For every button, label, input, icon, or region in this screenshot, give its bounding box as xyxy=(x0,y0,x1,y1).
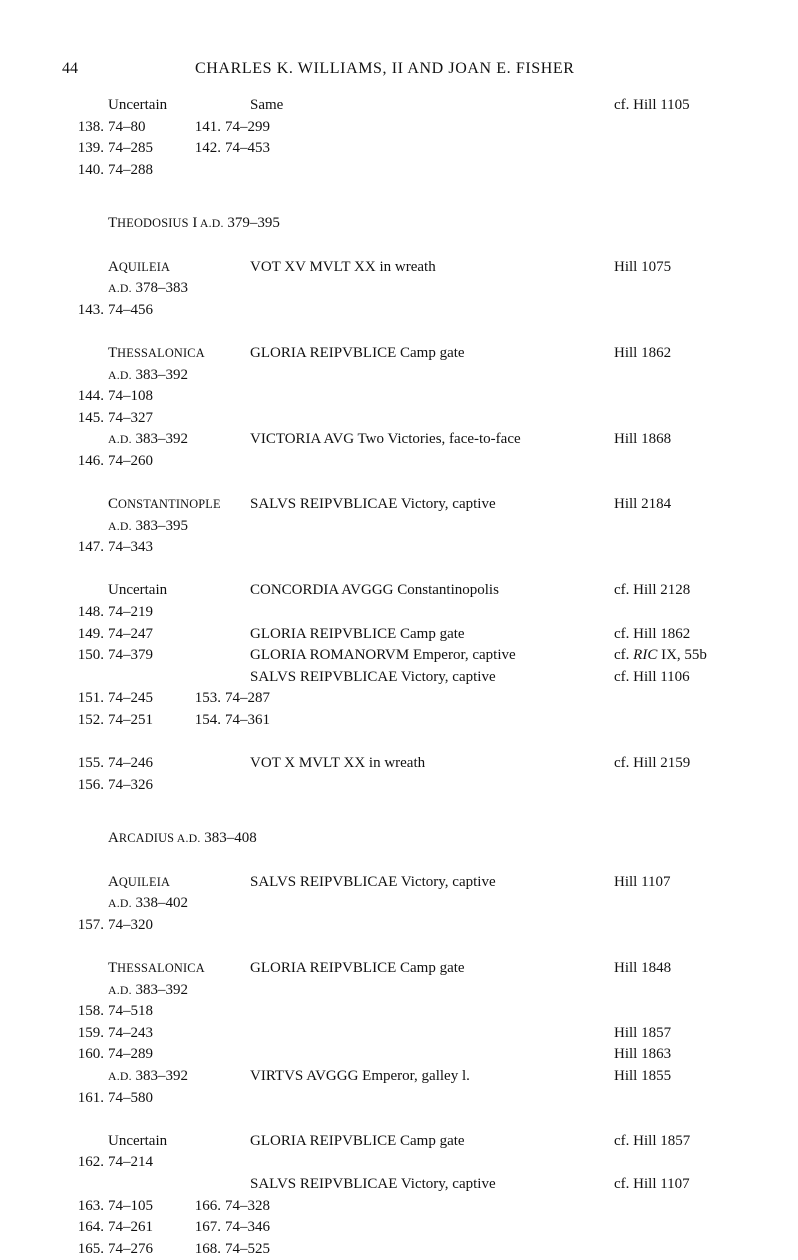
catalogue-row xyxy=(62,257,742,279)
entry-number: 163. xyxy=(77,1197,104,1214)
entry-number-second: 142. xyxy=(194,140,221,157)
entry-number: 146. xyxy=(77,452,104,469)
mint-label xyxy=(108,257,170,279)
entry-id-second: 74–299 xyxy=(225,118,270,135)
reference-text: Hill 1857 xyxy=(614,1024,672,1041)
reference-text: cf. Hill 2128 xyxy=(614,582,691,599)
mint-label xyxy=(108,343,205,365)
reference-text: Hill 1075 xyxy=(614,258,672,275)
entry-id: 74–518 xyxy=(108,1003,153,1020)
row-spacer xyxy=(62,936,742,958)
entry-id: 74–245 xyxy=(108,690,153,707)
legend-text: SALVS REIPVBLICAE Victory, captive xyxy=(250,1175,496,1192)
date-line xyxy=(108,365,188,387)
catalogue-row xyxy=(62,1131,742,1153)
ad-label: A.D. xyxy=(174,831,201,846)
date-line xyxy=(108,516,188,538)
ad-label: A.D. xyxy=(108,1068,132,1083)
entry-id: 74–327 xyxy=(108,409,153,426)
entry-number: 138. xyxy=(77,118,104,135)
ruler-name-initial: T xyxy=(108,215,118,232)
mint-initial: C xyxy=(108,496,119,513)
entry-id: 74–246 xyxy=(108,755,153,772)
entry-number: 148. xyxy=(77,604,104,621)
catalogue-row xyxy=(62,688,742,710)
entry-id: 74–80 xyxy=(108,118,146,135)
entry-id: 74–219 xyxy=(108,604,153,621)
legend-text: VOT X MVLT XX in wreath xyxy=(250,755,426,772)
entry-number: 150. xyxy=(77,647,104,664)
mint-initial: T xyxy=(108,344,118,361)
ruler-heading xyxy=(108,828,257,850)
entry-id: 74–343 xyxy=(108,539,153,556)
catalogue-row xyxy=(62,516,742,538)
legend-text: CONCORDIA AVGGG Constantinopolis xyxy=(250,582,499,599)
legend-text: Same xyxy=(250,97,284,113)
date-range: 383–395 xyxy=(131,517,188,534)
entry-number: 151. xyxy=(77,690,104,707)
entry-id-second: 74–361 xyxy=(225,712,270,729)
entry-id-second: 74–525 xyxy=(225,1240,270,1257)
entry-number-second: 166. xyxy=(194,1197,221,1214)
entry-number: 158. xyxy=(77,1003,104,1020)
entry-id: 74–243 xyxy=(108,1024,153,1041)
entry-id: 74–108 xyxy=(108,388,153,405)
mint-label xyxy=(108,494,221,516)
row-spacer xyxy=(62,1109,742,1131)
catalogue-row xyxy=(62,1001,742,1023)
entry-id: 74–261 xyxy=(108,1219,153,1236)
date-range: 378–383 xyxy=(131,280,188,297)
catalogue-row xyxy=(62,1023,742,1045)
entry-number: 139. xyxy=(77,140,104,157)
reference-text: cf. RIC IX, 55b xyxy=(614,647,707,664)
entry-id: 74–285 xyxy=(108,140,153,157)
reference-text: Hill 1855 xyxy=(614,1067,672,1084)
entry-id: 74–247 xyxy=(108,625,153,642)
entry-number: 162. xyxy=(77,1154,104,1171)
ruler-name-initial: A xyxy=(108,830,119,847)
entry-number: 156. xyxy=(77,776,104,793)
catalogue-row xyxy=(62,580,742,602)
entry-id: 74–214 xyxy=(108,1154,153,1171)
legend-text: GLORIA REIPVBLICE Camp gate xyxy=(250,1132,465,1149)
catalogue-row xyxy=(62,1152,742,1174)
catalogue-row xyxy=(62,602,742,624)
catalogue-row xyxy=(62,667,742,689)
entry-number: 157. xyxy=(77,916,104,933)
catalogue-row xyxy=(62,872,742,894)
catalogue-row xyxy=(62,95,742,117)
legend-text: VICTORIA AVG Two Victories, face-to-face xyxy=(250,431,521,448)
legend-text: VOT XV MVLT XX in wreath xyxy=(250,258,436,275)
row-spacer xyxy=(62,473,742,495)
entry-number: 145. xyxy=(77,409,104,426)
mint-label xyxy=(108,872,170,894)
running-title: CHARLES K. WILLIAMS, II AND JOAN E. FISHER xyxy=(195,60,575,77)
legend-text: SALVS REIPVBLICAE Victory, captive xyxy=(250,873,496,890)
legend-text: SALVS REIPVBLICAE Victory, captive xyxy=(250,496,496,513)
entry-number: 152. xyxy=(77,712,104,729)
date-range: 383–392 xyxy=(131,981,188,998)
catalogue-row xyxy=(62,343,742,365)
section-gap xyxy=(62,181,742,213)
entry-id: 74–580 xyxy=(108,1089,153,1106)
mint-rest: HESSALONICA xyxy=(117,960,205,975)
legend-text: SALVS REIPVBLICAE Victory, captive xyxy=(250,668,496,685)
row-spacer xyxy=(62,235,742,257)
catalogue-row xyxy=(62,1044,742,1066)
ad-label: A.D. xyxy=(108,281,132,296)
catalogue-row xyxy=(62,138,742,160)
entry-number: 140. xyxy=(77,161,104,178)
ruler-heading xyxy=(108,213,280,235)
reference-text: cf. Hill 1106 xyxy=(614,668,690,685)
ruler-dates: 379–395 xyxy=(223,215,280,232)
mint-initial: A xyxy=(108,873,119,890)
date-range: 383–392 xyxy=(131,431,188,448)
ad-label: A.D. xyxy=(108,367,132,382)
date-line xyxy=(108,1066,188,1088)
catalogue-row xyxy=(62,710,742,732)
mint-rest: QUILEIA xyxy=(118,259,171,274)
entry-number: 144. xyxy=(77,388,104,405)
catalogue-row xyxy=(62,160,742,182)
catalogue-row xyxy=(62,117,742,139)
reference-text: Hill 1848 xyxy=(614,959,672,976)
entry-id: 74–320 xyxy=(108,916,153,933)
catalogue-row xyxy=(62,828,742,850)
entry-id: 74–276 xyxy=(108,1240,153,1257)
ad-label: A.D. xyxy=(108,518,132,533)
reference-text: cf. Hill 2159 xyxy=(614,755,691,772)
catalogue-row xyxy=(62,775,742,797)
date-range: 338–402 xyxy=(131,895,188,912)
entry-id: 74–260 xyxy=(108,452,153,469)
entry-id: 74–456 xyxy=(108,301,153,318)
mint-label: Uncertain xyxy=(108,582,168,599)
mint-label: Uncertain xyxy=(108,97,168,113)
entry-number: 143. xyxy=(77,301,104,318)
catalogue-body xyxy=(62,95,742,1260)
row-spacer xyxy=(62,732,742,754)
catalogue-row xyxy=(62,1196,742,1218)
catalogue-row xyxy=(62,537,742,559)
entry-number-second: 141. xyxy=(194,118,221,135)
date-line xyxy=(108,278,188,300)
catalogue-row xyxy=(62,980,742,1002)
date-line xyxy=(108,893,188,915)
reference-text: cf. Hill 1862 xyxy=(614,625,691,642)
entry-id: 74–105 xyxy=(108,1197,153,1214)
entry-number: 164. xyxy=(77,1219,104,1236)
legend-text: VIRTVS AVGGG Emperor, galley l. xyxy=(250,1067,470,1084)
reference-text: Hill 1107 xyxy=(614,873,671,890)
catalogue-row xyxy=(62,1174,742,1196)
reference-text: cf. Hill 1107 xyxy=(614,1175,690,1192)
ad-label: A.D. xyxy=(108,982,132,997)
catalogue-row xyxy=(62,300,742,322)
reference-text: cf. Hill 1105 xyxy=(614,97,690,113)
mint-label: Uncertain xyxy=(108,1132,168,1149)
catalogue-row xyxy=(62,451,742,473)
entry-number: 147. xyxy=(77,539,104,556)
ruler-name-rest: HEODOSIUS xyxy=(117,216,189,231)
reference-text: Hill 1862 xyxy=(614,344,672,361)
catalogue-row xyxy=(62,645,742,667)
catalogue-row xyxy=(62,278,742,300)
section-gap xyxy=(62,796,742,828)
catalogue-row xyxy=(62,958,742,980)
entry-id: 74–288 xyxy=(108,161,153,178)
entry-id-second: 74–346 xyxy=(225,1219,270,1236)
catalogue-row xyxy=(62,1088,742,1110)
entry-id-second: 74–287 xyxy=(225,690,270,707)
catalogue-row xyxy=(62,408,742,430)
legend-text: GLORIA REIPVBLICE Camp gate xyxy=(250,959,465,976)
ruler-dates: 383–408 xyxy=(200,830,257,847)
reference-text: Hill 2184 xyxy=(614,496,672,513)
mint-rest: QUILEIA xyxy=(118,874,171,889)
catalogue-row xyxy=(62,753,742,775)
row-spacer xyxy=(62,850,742,872)
catalogue-row xyxy=(62,429,742,451)
date-line xyxy=(108,980,188,1002)
entry-number: 161. xyxy=(77,1089,104,1106)
mint-label xyxy=(108,958,205,980)
catalogue-row xyxy=(62,213,742,235)
catalogue-row xyxy=(62,365,742,387)
mint-rest: HESSALONICA xyxy=(117,345,205,360)
legend-text: GLORIA REIPVBLICE Camp gate xyxy=(250,344,465,361)
legend-text: GLORIA ROMANORVM Emperor, captive xyxy=(250,647,516,664)
catalogue-row xyxy=(62,386,742,408)
page-header xyxy=(0,60,798,82)
entry-number: 165. xyxy=(77,1240,104,1257)
entry-id: 74–251 xyxy=(108,712,153,729)
ad-label: A.D. xyxy=(197,216,224,231)
mint-initial: T xyxy=(108,959,118,976)
reference-italic: RIC xyxy=(633,647,658,664)
mint-rest: ONSTANTINOPLE xyxy=(118,497,221,512)
entry-number: 159. xyxy=(77,1024,104,1041)
catalogue-row xyxy=(62,494,742,516)
entry-number: 160. xyxy=(77,1046,104,1063)
date-range: 383–392 xyxy=(131,366,188,383)
ad-label: A.D. xyxy=(108,432,132,447)
entry-number-second: 154. xyxy=(194,712,221,729)
catalogue-row xyxy=(62,893,742,915)
row-spacer xyxy=(62,559,742,581)
row-spacer xyxy=(62,321,742,343)
reference-text: Hill 1863 xyxy=(614,1046,672,1063)
entry-number-second: 153. xyxy=(194,690,221,707)
entry-number-second: 168. xyxy=(194,1240,221,1257)
entry-id: 74–326 xyxy=(108,776,153,793)
ruler-name-rest: RCADIUS xyxy=(118,831,175,846)
catalogue-row xyxy=(62,915,742,937)
entry-number-second: 167. xyxy=(194,1219,221,1236)
catalogue-row xyxy=(62,1066,742,1088)
mint-initial: A xyxy=(108,258,119,275)
ad-label: A.D. xyxy=(108,896,132,911)
date-range: 383–392 xyxy=(131,1067,188,1084)
folio-number: 44 xyxy=(62,60,78,77)
date-line xyxy=(108,429,188,451)
entry-id-second: 74–453 xyxy=(225,140,270,157)
entry-id-second: 74–328 xyxy=(225,1197,270,1214)
legend-text: GLORIA REIPVBLICE Camp gate xyxy=(250,625,465,642)
entry-id: 74–289 xyxy=(108,1046,153,1063)
catalogue-row xyxy=(62,1239,742,1260)
ruler-numeral: I xyxy=(188,215,198,232)
entry-number: 155. xyxy=(77,755,104,772)
catalogue-row xyxy=(62,1217,742,1239)
reference-text: cf. Hill 1857 xyxy=(614,1132,691,1149)
entry-number: 149. xyxy=(77,625,104,642)
entry-id: 74–379 xyxy=(108,647,153,664)
reference-text: Hill 1868 xyxy=(614,431,672,448)
catalogue-row xyxy=(62,624,742,646)
